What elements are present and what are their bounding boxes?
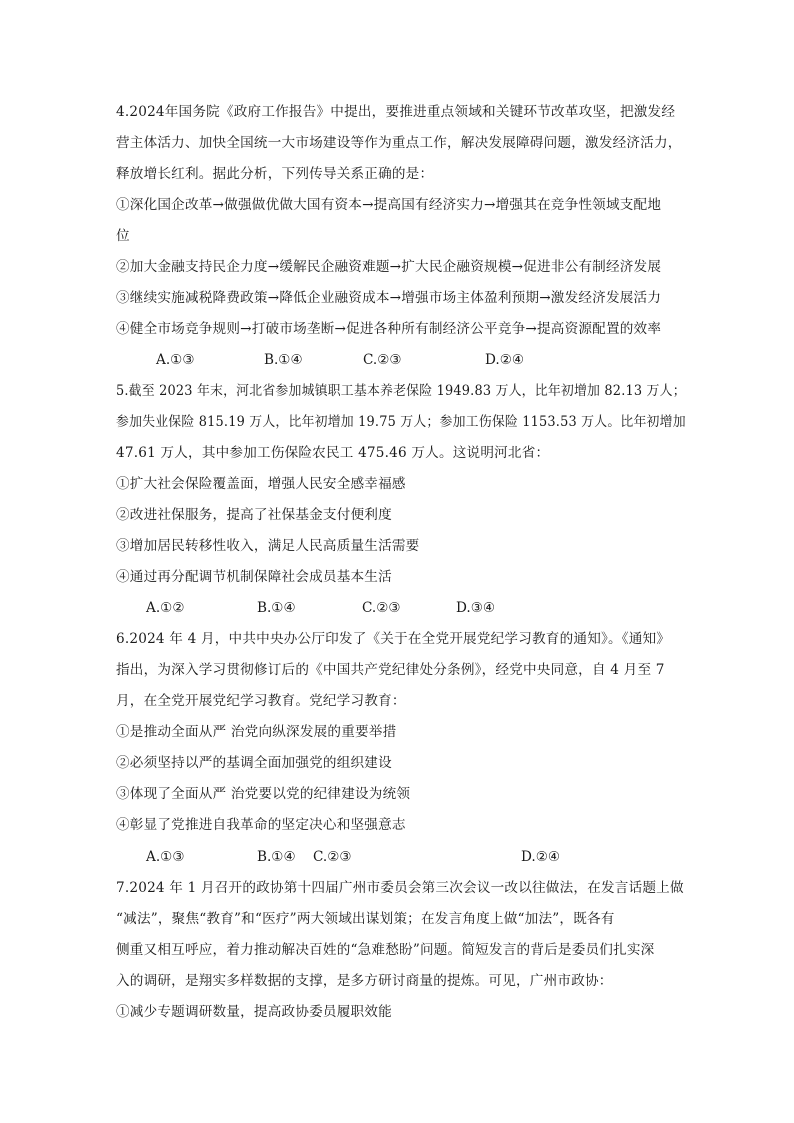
question-4-statement-4: ④健全市场竞争规则→打破市场垄断→促进各种所有制经济公平竞争→提高资源配置的效率 xyxy=(116,321,662,337)
question-7-stem-line-4: 入的调研，是翔实多样数据的支撑，是多方研讨商量的提炼。可见，广州市政协： xyxy=(116,973,613,989)
question-5-stem-line-3: 47.61 万人，其中参加工伤保险农民工 475.46 万人。这说明河北省： xyxy=(116,445,550,461)
question-5-statement-3: ③增加居民转移性收入，满足人民高质量生活需要 xyxy=(116,538,420,554)
question-4-option-c: C.②③ xyxy=(363,352,402,368)
question-4-stem-line-3: 释放增长红利。据此分析，下列传导关系正确的是： xyxy=(116,166,434,182)
question-5-statement-4: ④通过再分配调节机制保障社会成员基本生活 xyxy=(116,569,392,585)
question-7-statement-1: ①减少专题调研数量，提高政协委员履职效能 xyxy=(116,1004,392,1020)
question-6-statement-2: ②必须坚持以严的基调全面加强党的组织建设 xyxy=(116,755,392,771)
question-4-statement-1: ①深化国企改革→做强做优做大国有资本→提高国有经济实力→增强其在竞争性领域支配地 xyxy=(116,197,662,213)
question-5-option-d: D.③④ xyxy=(456,600,496,616)
question-4-statement-2: ②加大金融支持民企力度→缓解民企融资难题→扩大民企融资规模→促进非公有制经济发展 xyxy=(116,259,662,275)
question-4-option-a: A.①③ xyxy=(156,352,195,368)
question-6-option-b: B.①④ xyxy=(257,849,296,865)
question-7-stem-line-1: 7.2024 年 1 月召开的政协第十四届广州市委员会第三次会议一改以往做法，在发言话题上做 xyxy=(116,880,684,896)
question-5-stem-line-2: 参加失业保险 815.19 万人，比年初增加 19.75 万人；参加工伤保险 1153.53 万人。比年初增加 xyxy=(116,414,686,430)
question-7-stem-line-2: “减法”，聚焦“教育”和“医疗”两大领域出谋划策；在发言角度上做“加法”，既各有 xyxy=(116,911,615,927)
question-6-stem-line-3: 月，在全党开展党纪学习教育。党纪学习教育： xyxy=(116,693,406,709)
question-5-statement-2: ②改进社保服务，提高了社保基金支付便利度 xyxy=(116,507,392,523)
question-4-statement-1-wrap: 位 xyxy=(116,228,130,244)
question-6-option-a: A.①③ xyxy=(146,849,185,865)
question-4-stem-line-2: 营主体活力、加快全国统一大市场建设等作为重点工作，解决发展障碍问题，激发经济活力， xyxy=(116,135,682,151)
question-6-statement-3: ③体现了全面从严 治党要以党的纪律建设为统领 xyxy=(116,786,411,802)
question-6-stem-line-2: 指出，为深入学习贯彻修订后的《中国共产党纪律处分条例》，经党中央同意，自 4 月至 7 xyxy=(116,662,665,678)
question-4-statement-3: ③继续实施减税降费政策→降低企业融资成本→增强市场主体盈利预期→激发经济发展活力 xyxy=(116,290,662,306)
question-6-option-d: D.②④ xyxy=(521,849,561,865)
question-4-option-d: D.②④ xyxy=(485,352,525,368)
question-4-stem-line-1: 4.2024年国务院《政府工作报告》中提出，要推进重点领域和关键环节改革攻坚，把激发经 xyxy=(116,104,676,120)
question-5-stem-line-1: 5.截至 2023 年末，河北省参加城镇职工基本养老保险 1949.83 万人，比年初增加 82.13 万人； xyxy=(116,383,686,399)
question-6-option-c: C.②③ xyxy=(313,849,352,865)
question-7-stem-line-3: 侧重又相互呼应，着力推动解决百姓的“急难愁盼”问题。简短发言的背后是委员们扎实深 xyxy=(116,942,655,958)
question-6-statement-4: ④彰显了党推进自我革命的坚定决心和坚强意志 xyxy=(116,817,406,833)
question-4-option-b: B.①④ xyxy=(264,352,303,368)
question-5-option-b: B.①④ xyxy=(257,600,296,616)
question-5-statement-1: ①扩大社会保险覆盖面，增强人民安全感幸福感 xyxy=(116,476,406,492)
question-6-statement-1: ①是推动全面从严 治党向纵深发展的重要举措 xyxy=(116,724,397,740)
question-6-stem-line-1: 6.2024 年 4 月，中共中央办公厅印发了《关于在全党开展党纪学习教育的通知》。《通知》 xyxy=(116,631,671,647)
question-5-option-c: C.②③ xyxy=(362,600,401,616)
question-5-option-a: A.①② xyxy=(146,600,185,616)
